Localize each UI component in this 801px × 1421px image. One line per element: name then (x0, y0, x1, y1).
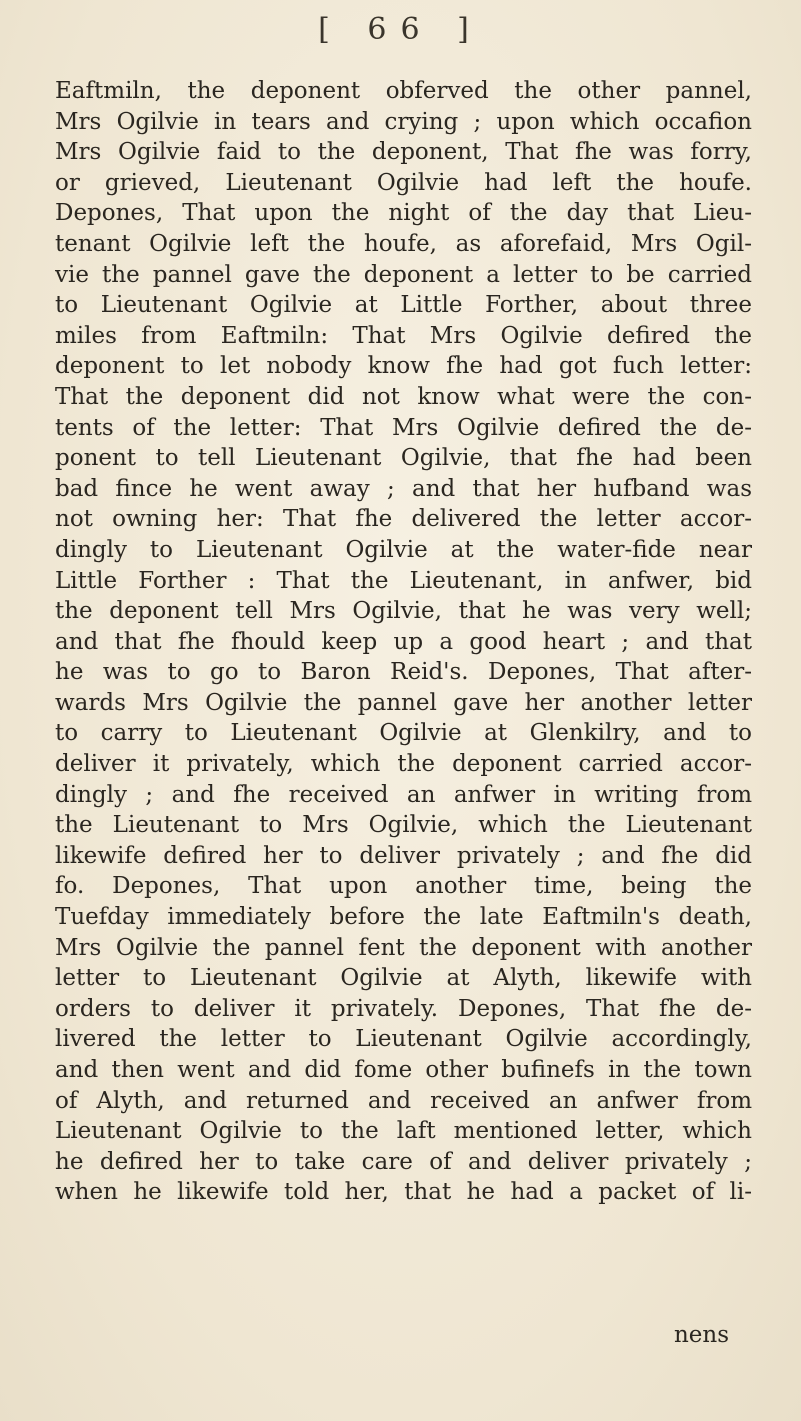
text-line: orders to deliver it privately. Depones, That fhe de- (55, 995, 752, 1022)
text-line: Lieutenant Ogilvie to the laft mentioned letter, which (55, 1118, 752, 1145)
text-line: miles from Eaftmiln: That Mrs Ogilvie defired the (55, 322, 752, 349)
text-line: of Alyth, and returned and received an anfwer from (55, 1087, 752, 1114)
text-line: ponent to tell Lieutenant Ogilvie, that fhe had been (55, 445, 752, 472)
text-line: deliver it privately, which the deponent carried accor- (55, 751, 752, 778)
text-line: deponent to let nobody know fhe had got fuch letter: (55, 353, 752, 380)
text-line: Mrs Ogilvie the pannel fent the deponent with another (55, 934, 752, 961)
text-line: he was to go to Baron Reid's. Depones, That after- (55, 659, 752, 686)
body-text (55, 76, 752, 1208)
text-line: livered the letter to Lieutenant Ogilvie accordingly, (55, 1026, 752, 1053)
text-line: the deponent tell Mrs Ogilvie, that he was very well; (55, 598, 752, 625)
text-line: That the deponent did not know what were the con- (55, 383, 752, 410)
text-line: bad fince he went away ; and that her hufband was (55, 475, 752, 502)
text-line: he defired her to take care of and deliver privately ; (55, 1148, 752, 1175)
text-line: tenant Ogilvie left the houfe, as aforefaid, Mrs Ogil- (55, 230, 752, 257)
text-line: or grieved, Lieutenant Ogilvie had left the houfe. (55, 169, 752, 196)
text-line: tents of the letter: That Mrs Ogilvie defired the de- (55, 414, 752, 441)
text-line: when he likewife told her, that he had a packet of li- (55, 1179, 752, 1206)
text-line: Eaftmiln, the deponent obferved the other pannel, (55, 78, 752, 104)
text-line: to Lieutenant Ogilvie at Little Forther, about three (55, 292, 752, 319)
page-number: [ 66 ] (318, 12, 483, 47)
text-line: Depones, That upon the night of the day that Lieu- (55, 200, 752, 227)
text-line: the Lieutenant to Mrs Ogilvie, which the Lieutenant (55, 812, 752, 839)
text-line: Little Forther : That the Lieutenant, in anfwer, bid (55, 567, 752, 594)
text-line: Mrs Ogilvie in tears and crying ; upon which occafion (55, 108, 752, 135)
text-line: dingly ; and fhe received an anfwer in writing from (55, 781, 752, 808)
text-line: and that fhe fhould keep up a good heart ; and that (55, 628, 752, 655)
text-line: vie the pannel gave the deponent a letter to be carried (55, 261, 752, 288)
text-line: Mrs Ogilvie faid to the deponent, That fhe was forry, (55, 139, 752, 166)
catchword: nens (673, 1322, 729, 1348)
text-line: wards Mrs Ogilvie the pannel gave her another letter (55, 689, 752, 716)
text-line: Tuefday immediately before the late Eaftmiln's death, (55, 904, 752, 931)
text-line: likewife defired her to deliver privately ; and fhe did (55, 842, 752, 869)
text-line: to carry to Lieutenant Ogilvie at Glenkilry, and to (55, 720, 752, 747)
text-line: not owning her: That fhe delivered the letter accor- (55, 506, 752, 533)
text-line: letter to Lieutenant Ogilvie at Alyth, likewife with (55, 965, 752, 992)
text-line: and then went and did fome other bufinefs in the town (55, 1057, 752, 1083)
text-line: dingly to Lieutenant Ogilvie at the water-fide near (55, 536, 752, 563)
text-line: fo. Depones, That upon another time, being the (55, 873, 752, 900)
